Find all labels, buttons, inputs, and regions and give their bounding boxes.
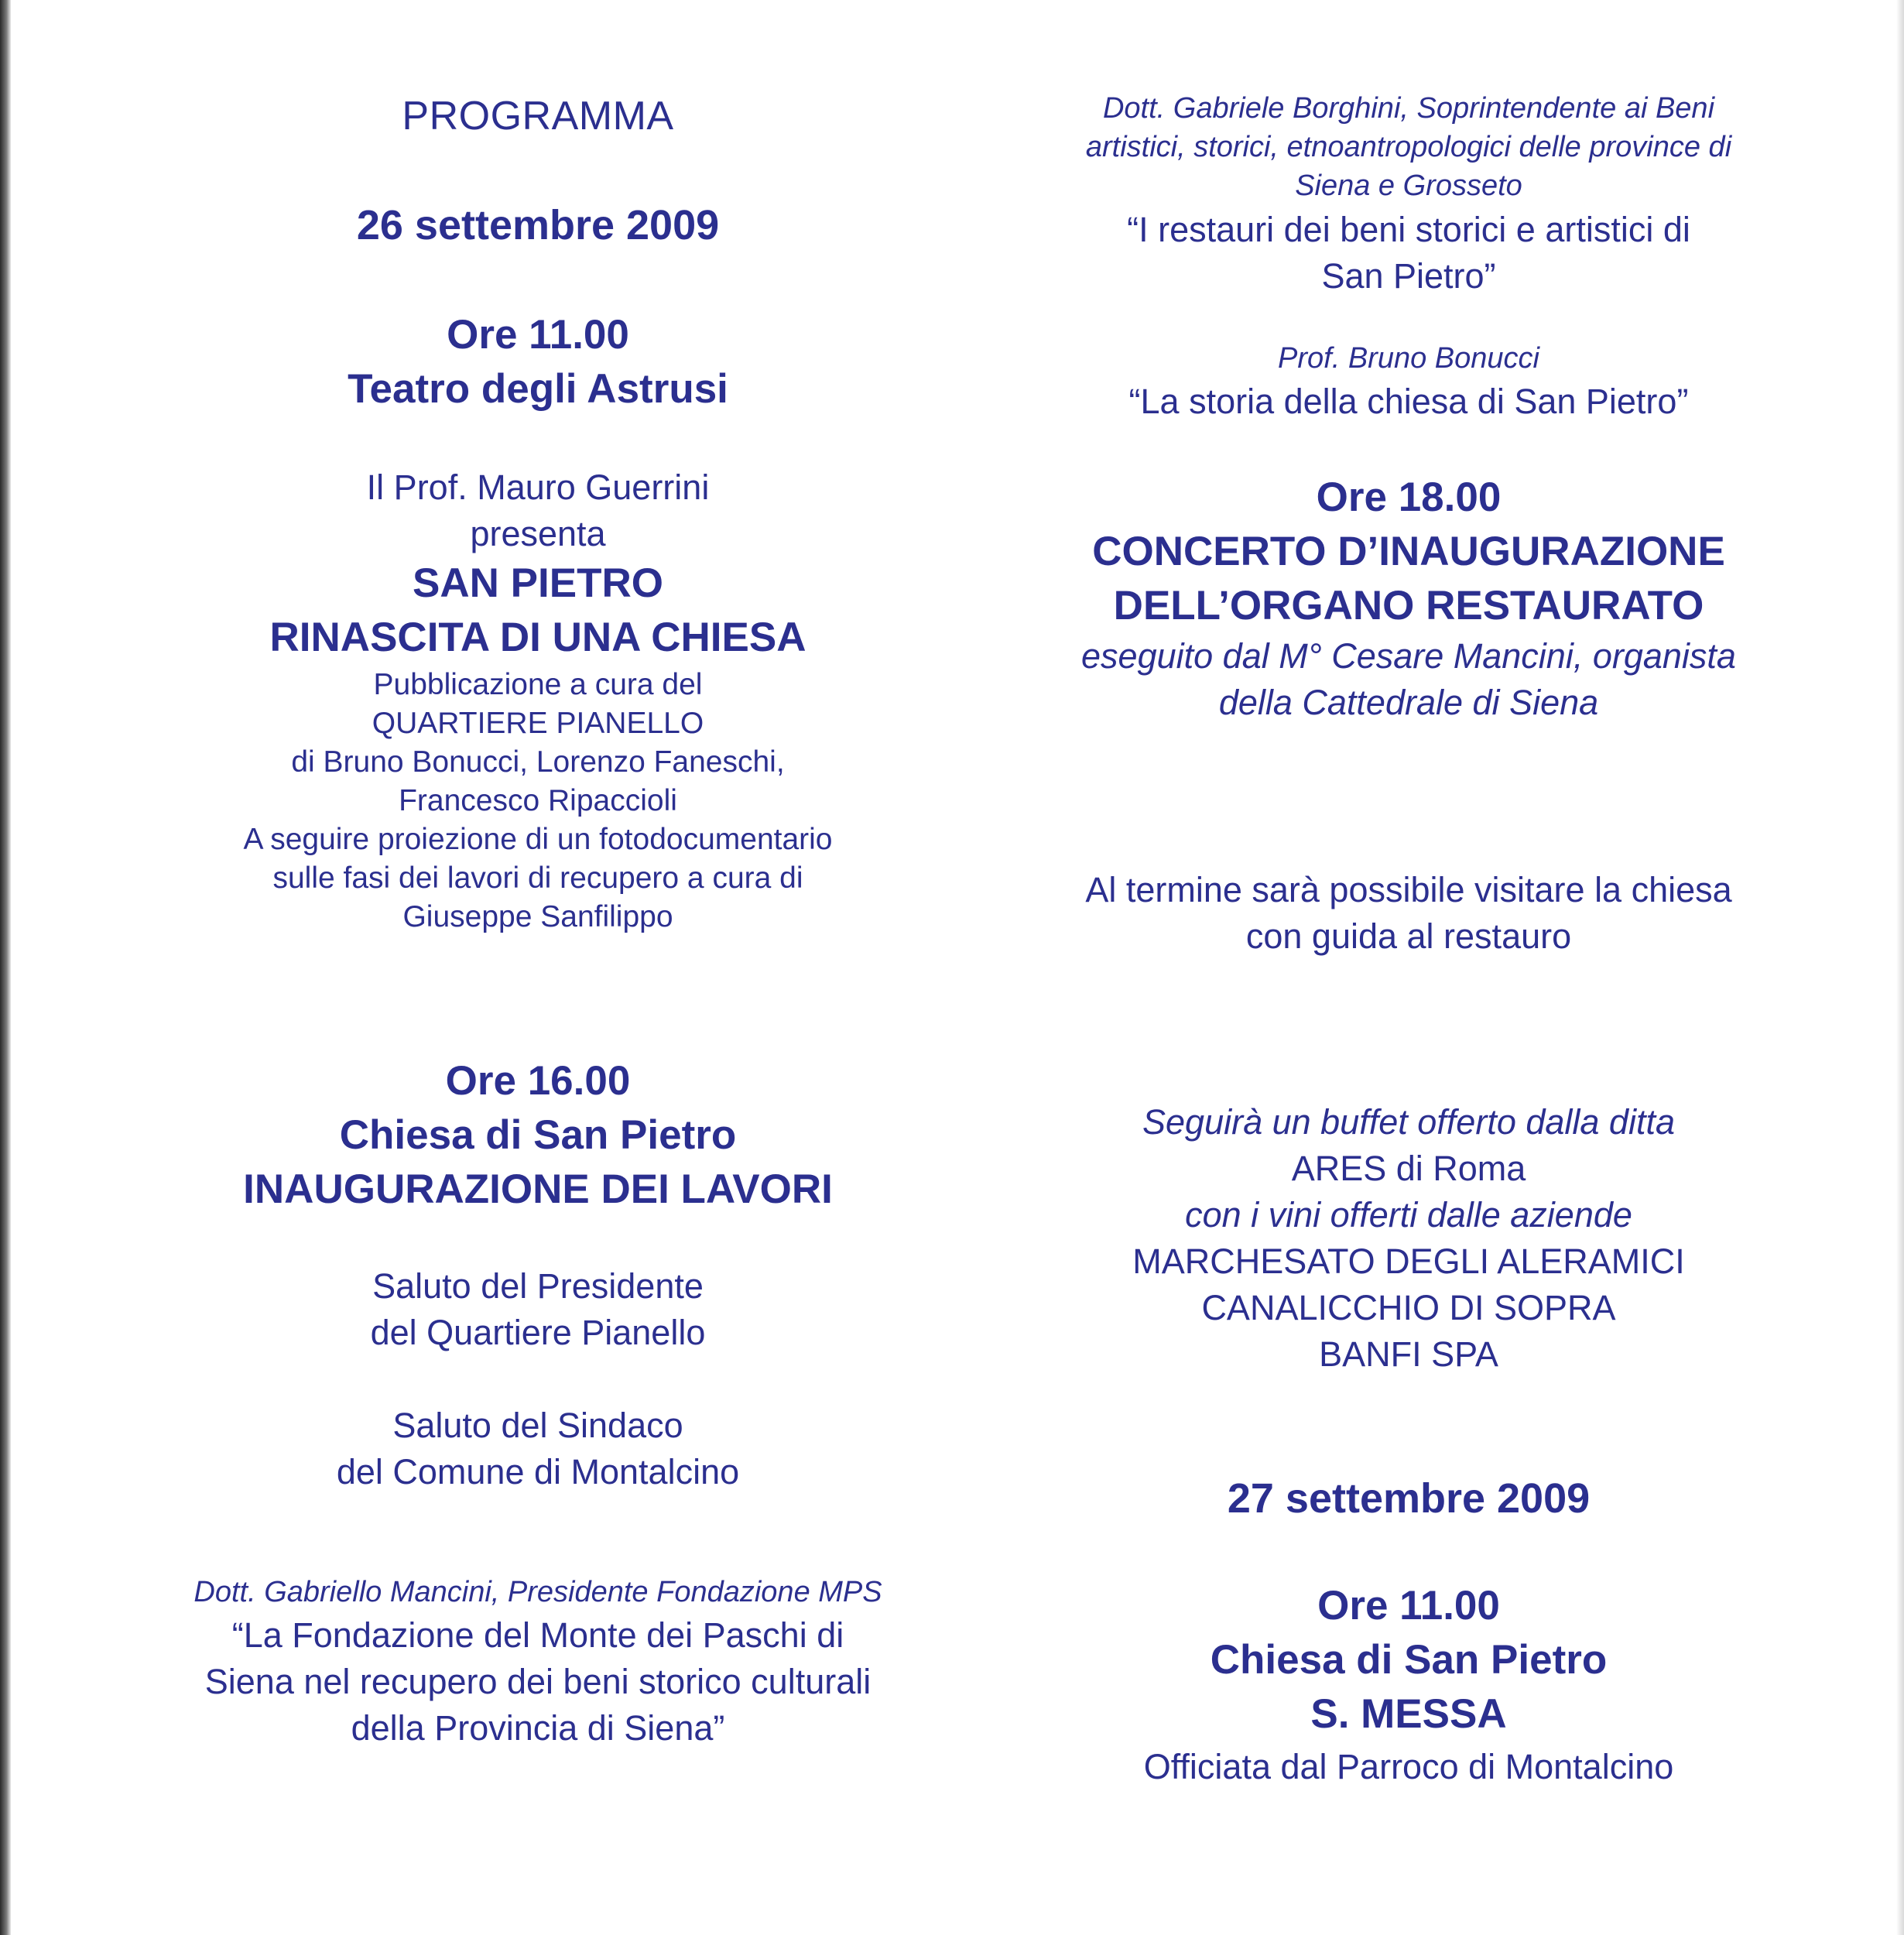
session-time: Ore 11.00 xyxy=(1317,1583,1500,1628)
speaker-name xyxy=(991,89,1827,205)
winery-name: CANALICCHIO DI SOPRA xyxy=(1201,1288,1616,1327)
greeting-president xyxy=(101,1263,975,1356)
session-time: Ore 18.00 xyxy=(1316,474,1502,520)
session-event: DELL’ORGANO RESTAURATO xyxy=(1113,583,1704,628)
winery-name: BANFI SPA xyxy=(1319,1334,1498,1374)
talk-line: “La Fondazione del Monte dei Paschi di xyxy=(231,1615,844,1655)
greeting-line: Saluto del Presidente xyxy=(372,1266,704,1306)
session-time: Ore 16.00 xyxy=(445,1058,631,1104)
visit-line: Al termine sarà possibile visitare la chiesa xyxy=(1085,870,1732,909)
speaker-talk xyxy=(991,207,1827,300)
presenter-text xyxy=(101,464,975,557)
talk-line: della Provincia di Siena” xyxy=(351,1708,725,1748)
performer-line: della Cattedrale di Siena xyxy=(1218,683,1599,722)
mass-note: Officiata dal Parroco di Montalcino xyxy=(1143,1747,1674,1786)
book-details xyxy=(101,666,975,937)
buffet-line: Seguirà un buffet offerto dalla ditta xyxy=(1142,1102,1675,1142)
page-edge-right xyxy=(1896,0,1904,1935)
buffet-line: con i vini offerti dalle aziende xyxy=(1185,1195,1632,1235)
book-detail-line: A seguire proiezione di un fotodocumentario xyxy=(243,823,833,856)
performer-line: eseguito dal M° Cesare Mancini, organista xyxy=(1081,636,1736,676)
book-detail-line: QUARTIERE PIANELLO xyxy=(372,707,704,740)
session-mass xyxy=(991,1579,1827,1742)
performer-text xyxy=(991,633,1827,726)
book-detail-line: Giuseppe Sanfilippo xyxy=(402,900,673,933)
speaker-name-line: Siena e Grosseto xyxy=(1295,170,1522,202)
session-venue: Chiesa di San Pietro xyxy=(1210,1637,1608,1683)
programme-heading: PROGRAMMA xyxy=(402,94,674,139)
session-morning xyxy=(101,308,975,416)
greeting-line: del Comune di Montalcino xyxy=(336,1452,740,1491)
buffet-line: ARES di Roma xyxy=(1291,1149,1526,1188)
presenter-line: presenta xyxy=(470,514,606,553)
greeting-line: del Quartiere Pianello xyxy=(370,1313,706,1352)
session-event: S. MESSA xyxy=(1310,1691,1507,1737)
book-detail-line: Pubblicazione a cura del xyxy=(373,668,703,701)
speaker-name-line: artistici, storici, etnoantropologici delle province di xyxy=(1085,131,1732,163)
presenter-line: Il Prof. Mauro Guerrini xyxy=(366,467,710,507)
session-evening xyxy=(991,471,1827,633)
book-title-line: RINASCITA DI UNA CHIESA xyxy=(269,615,806,660)
visit-line: con guida al restauro xyxy=(1245,916,1572,956)
speaker-talk xyxy=(101,1612,975,1752)
date-heading-first-day: 26 settembre 2009 xyxy=(356,202,720,248)
greeting-mayor xyxy=(101,1402,975,1495)
book-title-line: SAN PIETRO xyxy=(413,560,663,606)
book-detail-line: di Bruno Bonucci, Lorenzo Faneschi, xyxy=(291,745,785,779)
session-event: INAUGURAZIONE DEI LAVORI xyxy=(243,1166,833,1212)
talk-line: Siena nel recupero dei beni storico culturali xyxy=(204,1662,872,1701)
session-event: CONCERTO D’INAUGURAZIONE xyxy=(1092,529,1725,574)
book-title xyxy=(101,557,975,665)
session-time: Ore 11.00 xyxy=(447,312,629,358)
book-detail-line: sulle fasi dei lavori di recupero a cura di xyxy=(272,861,803,895)
greeting-line: Saluto del Sindaco xyxy=(392,1406,683,1445)
speaker-name: Prof. Bruno Bonucci xyxy=(1278,342,1539,375)
talk-line: San Pietro” xyxy=(1321,256,1496,296)
date-heading-second-day: 27 settembre 2009 xyxy=(1227,1475,1591,1522)
session-afternoon xyxy=(101,1054,975,1217)
page-edge-left xyxy=(0,0,11,1935)
book-detail-line: Francesco Ripaccioli xyxy=(399,784,677,817)
buffet-note xyxy=(991,1099,1827,1378)
speaker-name: Dott. Gabriello Mancini, Presidente Fondazione MPS xyxy=(193,1576,882,1608)
talk-line: “I restauri dei beni storici e artistici di xyxy=(1127,210,1690,249)
speaker-talk: “La storia della chiesa di San Pietro” xyxy=(1128,382,1689,421)
session-venue: Chiesa di San Pietro xyxy=(339,1112,737,1158)
winery-name: MARCHESATO DEGLI ALERAMICI xyxy=(1132,1241,1685,1281)
session-venue: Teatro degli Astrusi xyxy=(348,366,728,412)
visit-note xyxy=(991,867,1827,960)
speaker-name-line: Dott. Gabriele Borghini, Soprintendente ai Beni xyxy=(1102,92,1715,125)
